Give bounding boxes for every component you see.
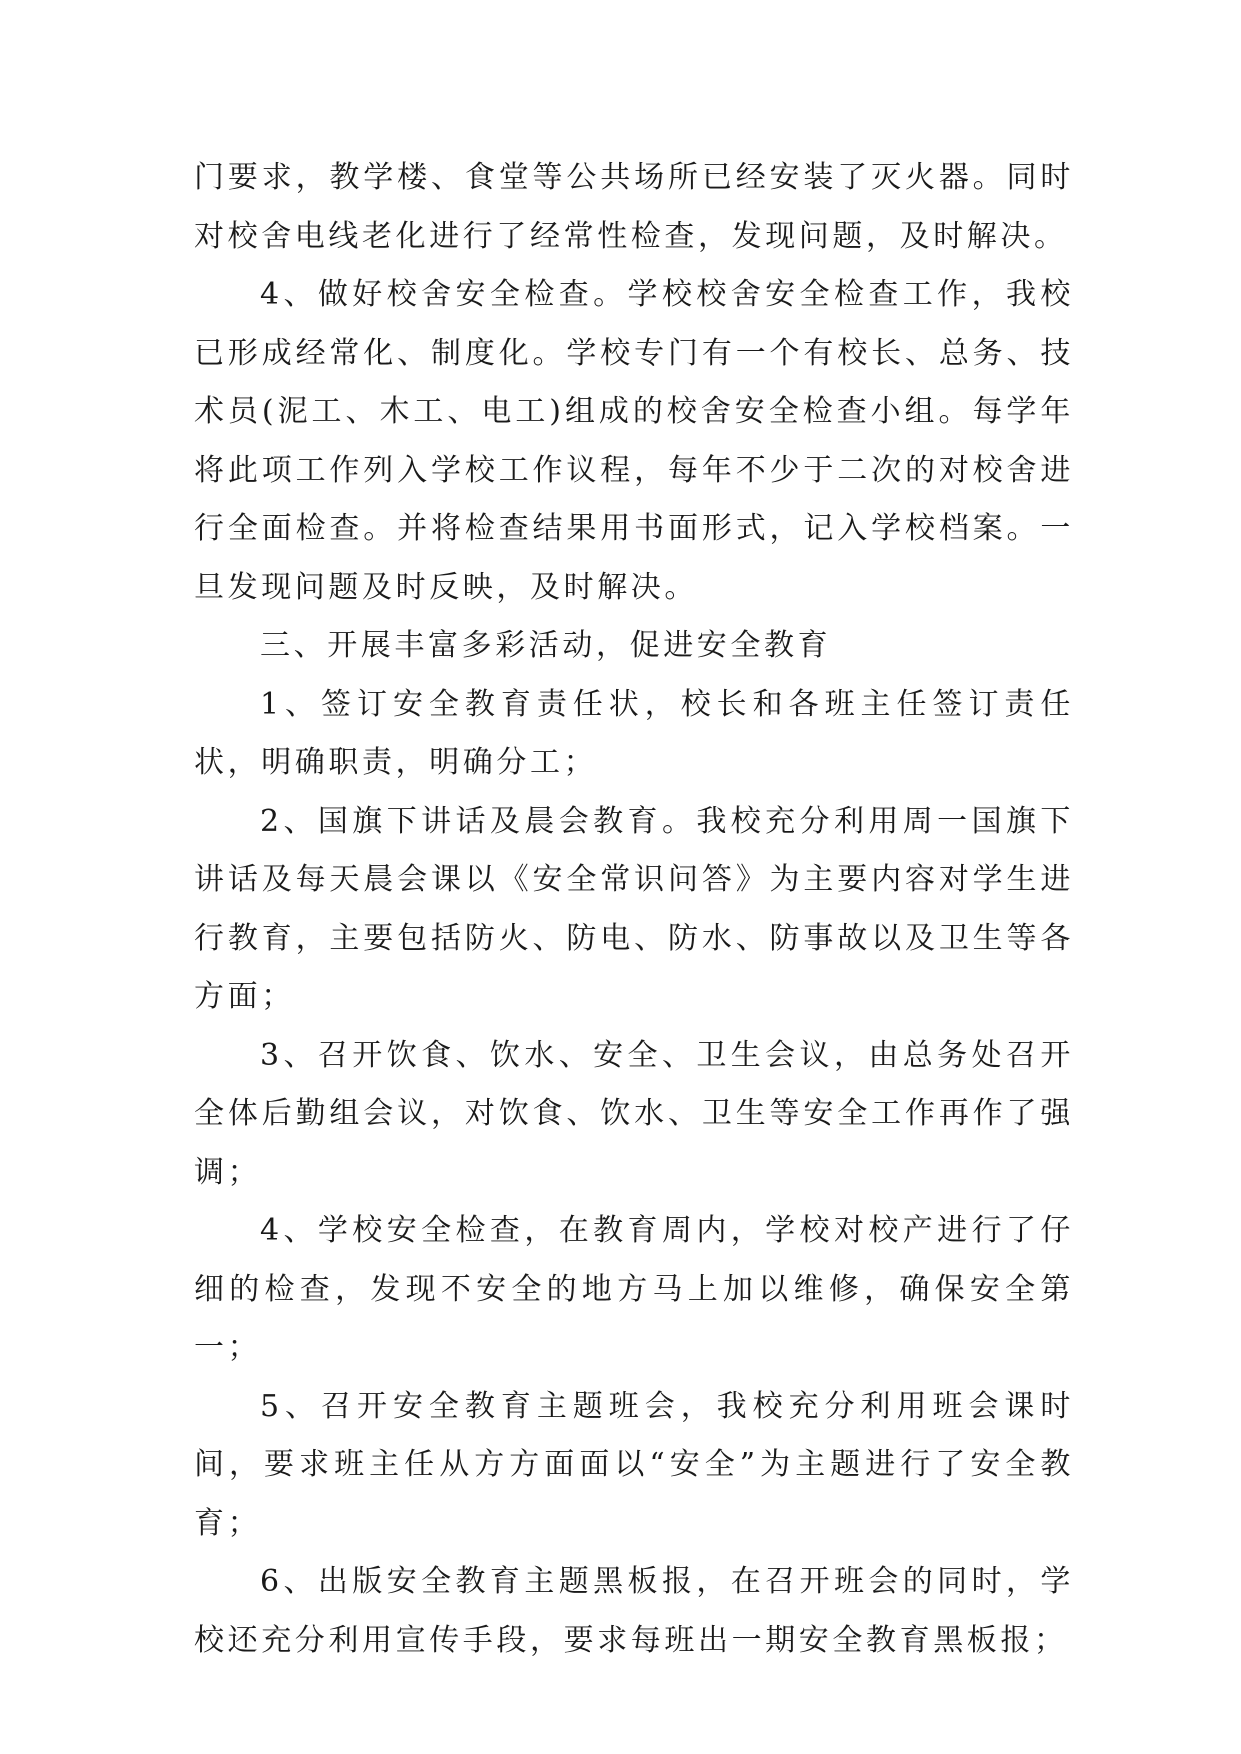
paragraph-item-6: 6、出版安全教育主题黑板报，在召开班会的同时，学校还充分利用宣传手段，要求每班出一期安全教育黑板报； — [194, 1564, 1074, 1658]
section-heading-3: 三、开展丰富多彩活动，促进安全教育 — [260, 628, 832, 663]
document-body — [194, 149, 1074, 1670]
paragraph-item-1: 1、签订安全教育责任状，校长和各班主任签订责任状，明确职责，明确分工； — [194, 686, 1074, 780]
paragraph-continuation: 门要求，教学楼、食堂等公共场所已经安装了灭火器。同时对校舍电线老化进行了经常性检查，发现问题，及时解决。 — [194, 160, 1074, 254]
paragraph-item-4-dorm-inspection: 4、做好校舍安全检查。学校校舍安全检查工作，我校已形成经常化、制度化。学校专门有一个有校长、总务、技术员(泥工、木工、电工)组成的校舍安全检查小组。每学年将此项工作列入学校工作议程，每年不少于二次的对校舍进行全面检查。并将检查结果用书面形式，记入学校档案。一旦发现问题及时反映，及时解决。 — [194, 277, 1074, 605]
paragraph-item-4: 4、学校安全检查，在教育周内，学校对校产进行了仔细的检查，发现不安全的地方马上加以维修，确保安全第一； — [194, 1213, 1074, 1365]
paragraph-item-5: 5、召开安全教育主题班会，我校充分利用班会课时间，要求班主任从方方面面以“安全”为主题进行了安全教育； — [194, 1388, 1074, 1541]
paragraph-item-2: 2、国旗下讲话及晨会教育。我校充分利用周一国旗下讲话及每天晨会课以《安全常识问答》为主要内容对学生进行教育，主要包括防火、防电、防水、防事故以及卫生等各方面； — [194, 803, 1074, 1014]
paragraph-item-3: 3、召开饮食、饮水、安全、卫生会议，由总务处召开全体后勤组会议，对饮食、饮水、卫生等安全工作再作了强调； — [194, 1037, 1074, 1190]
